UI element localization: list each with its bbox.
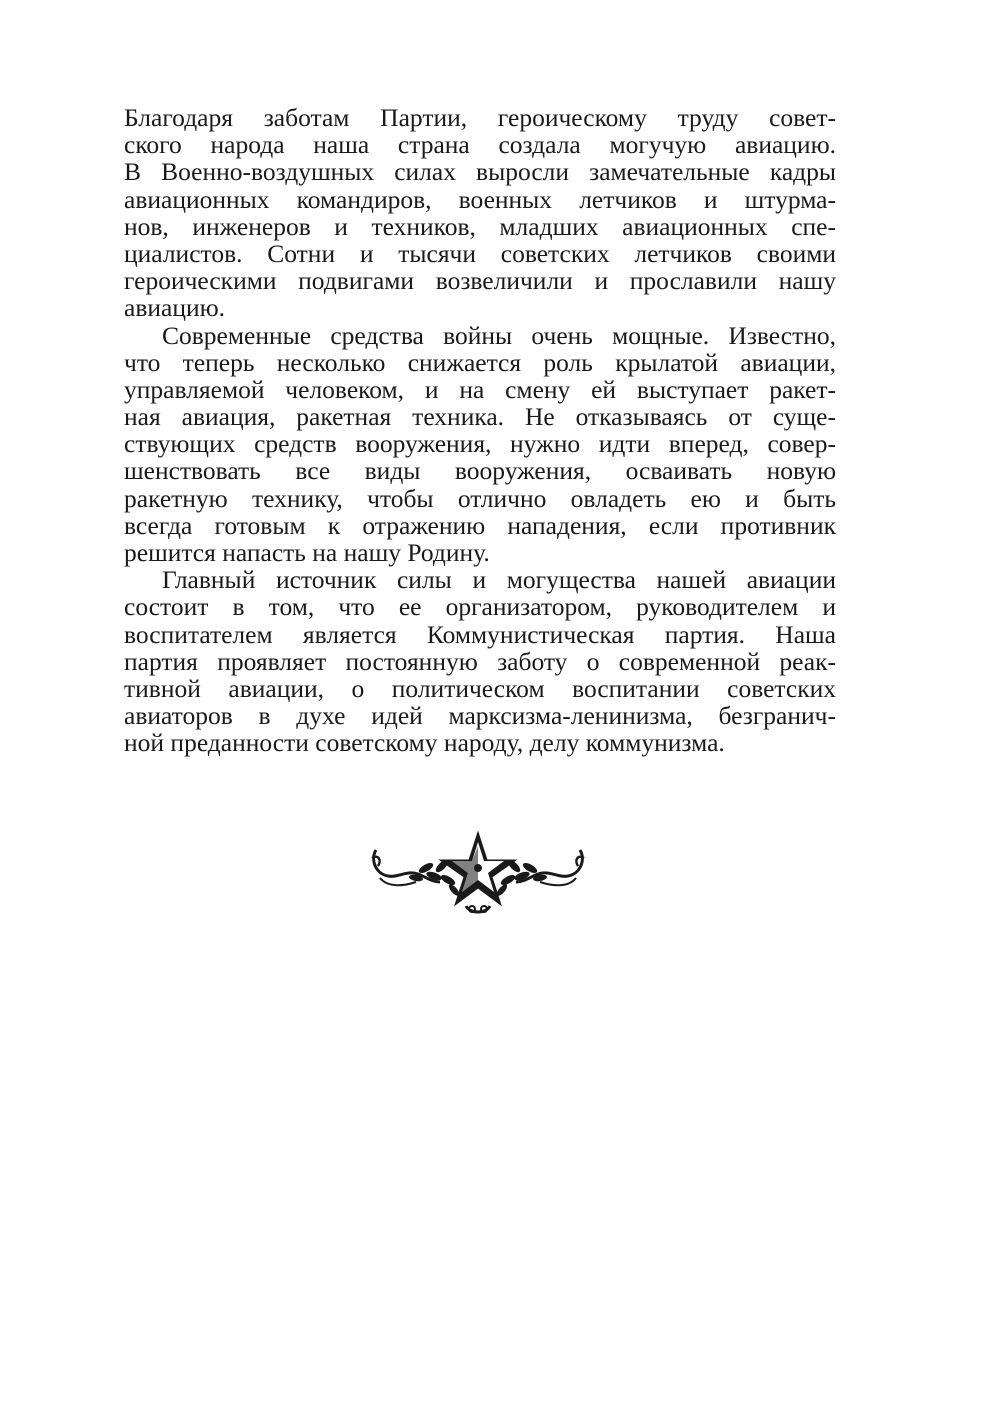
text-line: В Военно-воздушных силах выросли замечательные кадры xyxy=(124,157,836,187)
star-laurel-ornament-icon xyxy=(368,830,588,914)
text-line: что теперь несколько снижается роль крылатой авиации, xyxy=(124,347,836,377)
text-line: Благодаря заботам Партии, героическому труду совет- xyxy=(124,103,836,132)
paragraph xyxy=(124,322,836,567)
text-line: Главный источник силы и могущества нашей авиации xyxy=(162,565,836,595)
text-line: авиаторов в духе идей марксизма-ленинизма, безгранич- xyxy=(124,701,836,731)
text-line: ского народа наша страна создала могучую авиацию. xyxy=(124,130,836,160)
text-line: авиационных командиров, военных летчиков и штурма- xyxy=(124,184,836,214)
text-line: ракетную технику, чтобы отлично овладеть ею и быть xyxy=(124,483,836,513)
paragraph xyxy=(124,566,836,756)
paragraph xyxy=(124,104,836,322)
text-line: всегда готовым к отражению нападения, если противник xyxy=(124,510,836,540)
body-text xyxy=(124,104,836,757)
text-line: шенствовать все виды вооружения, осваивать новую xyxy=(124,456,836,486)
text-line: воспитателем является Коммунистическая партия. Наша xyxy=(124,619,836,649)
text-line: состоит в том, что ее организатором, руководителем и xyxy=(124,592,836,622)
text-line: тивной авиации, о политическом воспитании советских xyxy=(124,673,836,703)
text-line: Современные средства войны очень мощные. Известно, xyxy=(162,320,836,350)
text-line: управляемой человеком, и на смену ей выступает ракет- xyxy=(124,374,836,404)
text-line: авиацию. xyxy=(124,293,226,323)
text-line: ствующих средств вооружения, нужно идти вперед, совер- xyxy=(124,429,836,459)
text-line: героическими подвигами возвеличили и прославили нашу xyxy=(124,266,836,296)
text-line: ной преданности советскому народу, делу коммунизма. xyxy=(124,728,725,758)
text-line: ная авиация, ракетная техника. Не отказываясь от суще- xyxy=(124,402,836,432)
text-line: нов, инженеров и техников, младших авиационных спе- xyxy=(124,211,836,241)
text-line: решится напасть на нашу Родину. xyxy=(124,538,490,567)
text-line: циалистов. Сотни и тысячи советских летчиков своими xyxy=(124,238,836,268)
text-line: партия проявляет постоянную заботу о современной реак- xyxy=(124,646,836,676)
